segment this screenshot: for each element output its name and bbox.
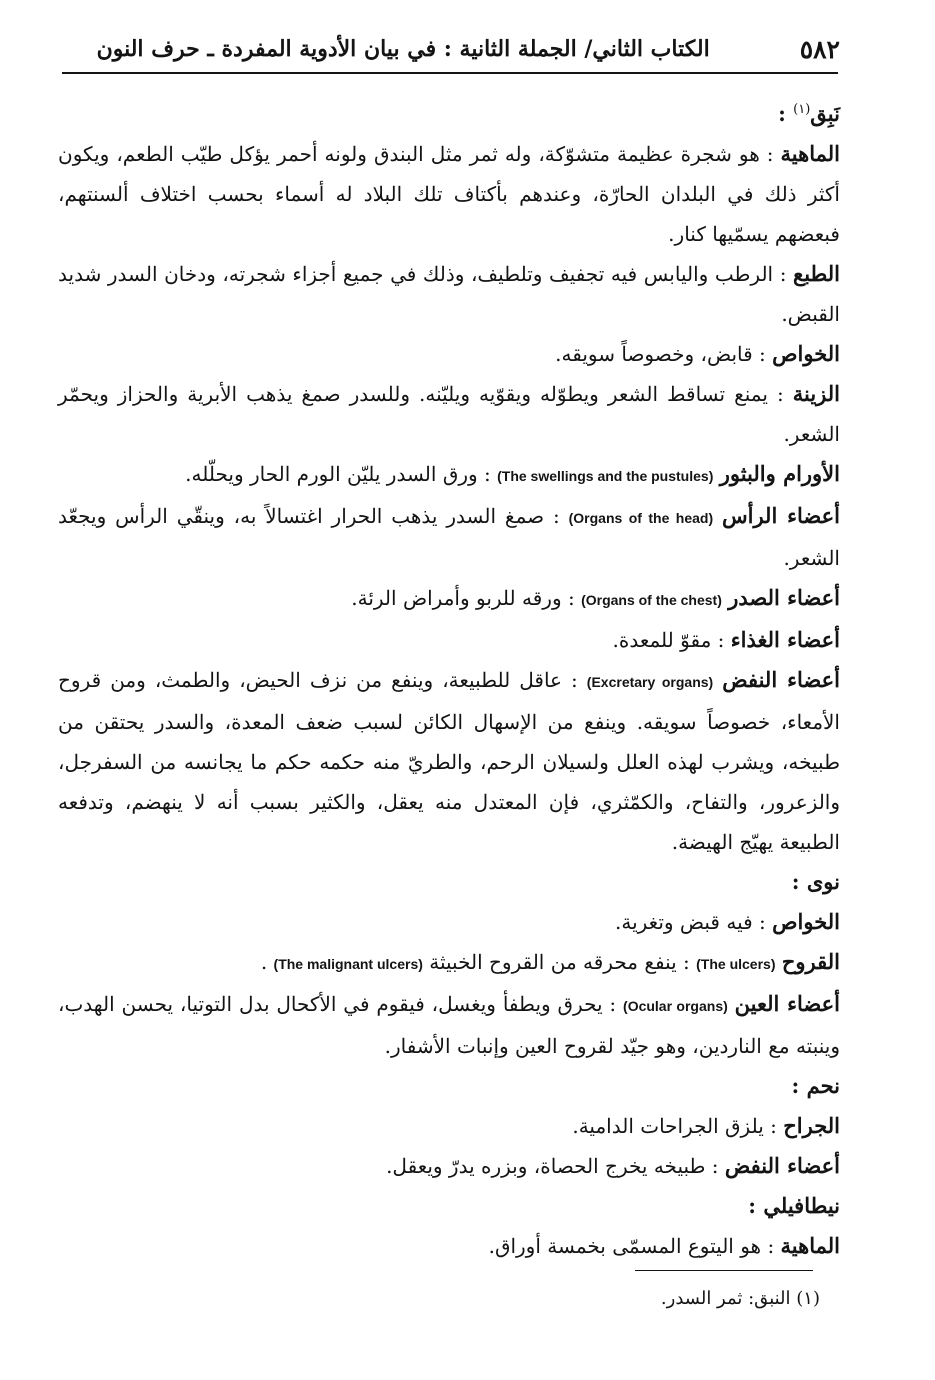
entry-heading-word: نَبِق <box>810 101 840 126</box>
english-gloss: (Excretary organs) <box>586 674 714 690</box>
footnote-mark: (١) <box>796 1288 820 1309</box>
paragraph-label: الجراح <box>783 1113 840 1138</box>
english-gloss: (Organs of the head) <box>568 510 714 526</box>
paragraph-text: : يحرق ويطفأ ويغسل، فيقوم في الأكحال بدل التوتيا، يحسن الهدب، وينبته مع الناردين، وهو جيّد لقروح العين وإنبات الأشفار. <box>58 992 840 1058</box>
paragraph-text: : الرطب واليابس فيه تجفيف وتلطيف، وذلك في جميع أجزاء شجرته، ودخان السدر شديد القبض. <box>58 262 840 326</box>
entry-paragraph <box>58 984 840 1066</box>
entry-heading-colon: : <box>791 1073 807 1098</box>
paragraph-text: : يلزق الجراحات الدامية. <box>572 1114 784 1138</box>
entry-paragraph <box>58 1106 840 1146</box>
entry-paragraph <box>58 254 840 334</box>
footnote-text: النبق: ثمر السدر. <box>660 1288 797 1309</box>
paragraph-label: أعضاء النفض <box>722 667 841 692</box>
entry-paragraph <box>58 578 840 620</box>
paragraph-label: أعضاء العين <box>734 991 841 1016</box>
paragraph-label: الزينة <box>792 381 840 406</box>
english-gloss: (The ulcers) <box>696 956 776 972</box>
english-gloss: (The swellings and the pustules) <box>497 468 714 484</box>
entry-heading <box>58 90 840 134</box>
footnote-rule <box>635 1270 813 1271</box>
paragraph-label: الماهية <box>780 141 840 166</box>
paragraph-text: : ورقه للربو وأمراض الرئة. <box>351 586 582 610</box>
paragraph-text: : ورق السدر يليّن الورم الحار ويحلّله. <box>185 462 498 486</box>
entry-paragraph <box>58 496 840 578</box>
paragraph-label: أعضاء الصدر <box>728 585 840 610</box>
paragraph-text: : عاقل للطبيعة، وينفع من نزف الحيض، والطمث، ومن قروح الأمعاء، خصوصاً سويقه. وينفع من الإسهال الكائن لسبب ضعف المعدة، والسدر يحتقن من طبيخه، ويشرب لهذه العلل ولسيلان الرحم، والطريّ منه حكمه حكم ما يجانسه من السفرجل، والزعرور، والتفاح، والكمّثري، فإن المعتدل منه يعقل، والكثير بسبب أنه لا ينهضم، وتدفعه الطبيعة يهيّج الهيضة. <box>58 668 840 854</box>
english-gloss: (Ocular organs) <box>623 998 728 1014</box>
header-rule <box>62 72 838 74</box>
entry-heading-colon: : <box>748 1193 764 1218</box>
english-gloss: (The malignant ulcers) <box>273 956 423 972</box>
entry-paragraph <box>58 374 840 454</box>
paragraph-label: القروح <box>781 949 840 974</box>
english-gloss: (Organs of the chest) <box>581 592 722 608</box>
entry-heading <box>58 1186 840 1226</box>
paragraph-label: الخواص <box>772 341 840 366</box>
running-title: الكتاب الثاني/ الجملة الثانية : في بيان الأدوية المفردة ـ حرف النون <box>96 36 710 62</box>
entry-paragraph <box>58 134 840 254</box>
paragraph-text: : قابض، وخصوصاً سويقه. <box>555 342 773 366</box>
entry-paragraph <box>58 942 840 984</box>
entry-heading-word: نحم <box>806 1073 840 1098</box>
running-header <box>62 28 840 70</box>
entry-paragraph <box>58 454 840 496</box>
entry-paragraph <box>58 660 840 862</box>
entry-paragraph <box>58 620 840 660</box>
paragraph-text: : صمغ السدر يذهب الحرار اغتسالاً به، وينقّي الرأس ويجعّد الشعر. <box>58 504 840 570</box>
entry-heading-word: نوى <box>806 869 840 894</box>
paragraph-label: الطبع <box>793 261 840 286</box>
paragraph-text: : فيه قبض وتغرية. <box>614 910 773 934</box>
paragraph-text: : يمنع تساقط الشعر ويطوّله ويقوّيه ويليّنه. وللسدر صمغ يذهب الأبرية والحزاز ويحمّر الشعر. <box>58 382 840 446</box>
paragraph-text: : مقوّ للمعدة. <box>612 628 731 652</box>
entry-heading-word: نيطافيلي <box>763 1193 840 1218</box>
paragraph-text: : ينفع محرقه من القروح الخبيثة <box>429 950 697 974</box>
entry-heading <box>58 1066 840 1106</box>
paragraph-label: الأورام والبثور <box>719 461 840 486</box>
page-body <box>58 90 840 1266</box>
paragraph-label: أعضاء الغذاء <box>730 627 840 652</box>
entry-heading-colon: : <box>791 869 807 894</box>
paragraph-text: : هو اليتوع المسمّى بخمسة أوراق. <box>488 1234 781 1258</box>
paragraph-text: : هو شجرة عظيمة متشوّكة، وله ثمر مثل البندق ولونه أحمر يؤكل طيّب الطعم، ويكون أكثر ذلك في البلدان الحارّة، وعندهم بأكتاف تلك البلاد له أسماء بحسب اختلاف ألسنتهم، فبعضهم يسمّيها كنار. <box>58 142 840 246</box>
paragraph-label: الماهية <box>780 1233 840 1258</box>
paragraph-text: : طبيخه يخرج الحصاة، وبزره يدرّ ويعقل. <box>386 1154 725 1178</box>
paragraph-label: أعضاء النفض <box>724 1153 840 1178</box>
entry-paragraph <box>58 902 840 942</box>
paragraph-label: أعضاء الرأس <box>722 503 840 528</box>
footnote-reference: (١) <box>793 102 811 117</box>
paragraph-tail: . <box>260 950 274 974</box>
paragraph-label: الخواص <box>772 909 840 934</box>
entry-paragraph <box>58 334 840 374</box>
entry-paragraph <box>58 1146 840 1186</box>
footnote <box>560 1284 820 1314</box>
entry-heading-colon: : <box>778 101 794 126</box>
entry-heading <box>58 862 840 902</box>
entry-paragraph <box>58 1226 840 1266</box>
page-number: ٥٨٢ <box>799 34 840 64</box>
